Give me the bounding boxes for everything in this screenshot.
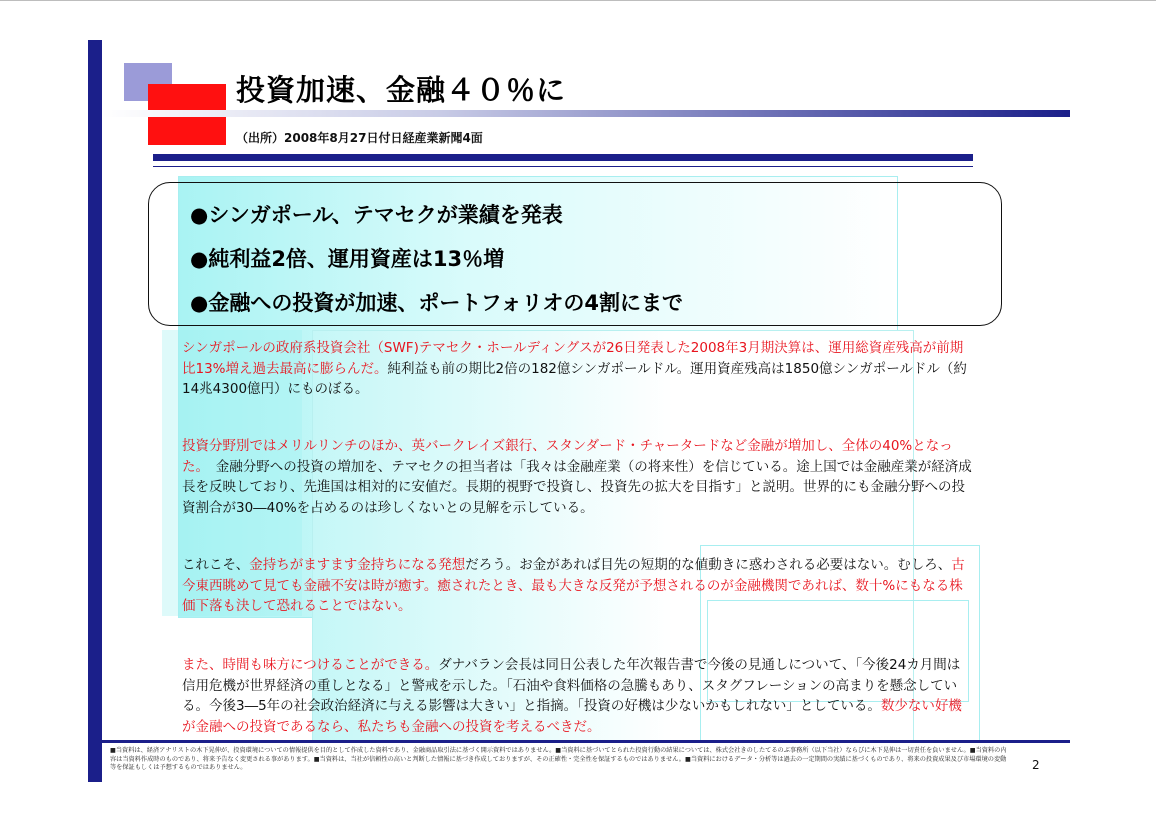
highlight-text: 投資分野別ではメリルリンチのほか、英バークレイズ銀行、スタンダード・チャータードなど金融が増加し、全体の40%となった。 (182, 438, 953, 475)
body-paragraph-4 (182, 655, 972, 737)
top-border-line (0, 0, 1156, 1)
body-paragraph-3 (182, 555, 972, 617)
source-citation: （出所）2008年8月27日付日経産業新聞4面 (236, 131, 483, 145)
body-paragraph-2 (182, 436, 972, 518)
footer-rule (102, 740, 1070, 743)
highlight-text: 金持ちがますます金持ちになる発想 (249, 557, 466, 573)
highlight-text: 数少ない好機が金融への投資であるなら、私たちも金融への投資を考えるべきだ。 (182, 698, 962, 735)
body-text: ダナバラン会長は同日公表した年次報告書で今後の見通しについて、「今後24カ月間は信用危機が世界経済の重しとなる」と警戒を示した。「石油や食料価格の急騰もあり、スタグフレーションの高まりを懸念している。今後3―5年の社会政治経済に与える影響は大きい」と指摘。「投資の好機は少ないかもしれない」としている。 (182, 657, 961, 714)
bullet-item: ●シンガポール、テマセクが業績を発表 (190, 203, 563, 227)
body-text: 純利益も前の期比2倍の182億シンガポールドル。運用資産残高は1850億シンガポールドル（約14兆4300億円）にものぼる。 (182, 360, 967, 397)
highlight-text: 古今東西眺めて見ても金融不安は時が癒す。癒されたとき、最も大きな反発が予想されるのが金融機関であれば、数十%にもなる株価下落も決して恐れることではない。 (182, 557, 965, 614)
body-text: これこそ、 (182, 557, 250, 573)
highlight-text: シンガポールの政府系投資会社（SWF)テマセク・ホールディングスが26日発表した2008年3月期決算は、運用総資産残高が前期比13%増え過去最高に膨らんだ。 (182, 340, 964, 377)
body-paragraph-1 (182, 338, 972, 400)
left-accent-bar (88, 40, 102, 782)
disclaimer-text: ■当資料は、経済アナリストの木下晃伸が、投資環境についての情報提供を目的として作成した資料であり、金融商品取引法に基づく開示資料ではありません。■当資料に基づいてとられた投資行動の結果については、株式会社きのしたてるのぶ事務所（以下当社）ならびに木下晃伸は一切責任を負いません。■当資料の内容は当資料作成時のものであり、将来予告なく変更される事があります。■当資料は、当社が信頼性の高いと判断した情報に基づき作成しておりますが、その正確性・完全性を保証するものではありません。■当資料におけるデータ・分析等は過去の一定期間の実績に基づくものであり、将来の投資成果及び市場環境の変動等を保証もしくは予想するものではありません。 (110, 747, 1007, 771)
title-gradient-bar (102, 110, 1070, 117)
header-rule-thin (153, 166, 973, 167)
body-text: だろう。お金があれば目先の短期的な値動きに惑わされる必要はない。むしろ、 (465, 557, 952, 573)
header-rule-thick (153, 154, 973, 161)
bullet-item: ●金融への投資が加速、ポートフォリオの4割にまで (190, 291, 684, 315)
highlight-text: また、時間も味方につけることができる。 (182, 657, 439, 673)
slide-title: 投資加速、金融４０％に (236, 73, 567, 107)
body-text: 金融分野への投資の増加を、テマセクの担当者は「我々は金融産業（の将来性）を信じている。途上国では金融産業が経済成長を反映しており、先進国は相対的に安値だ。長期的視野で投資し、投資先の拡大を目指す」と説明。世界的にも金融分野への投資割合が30―40%を占めるのは珍しくないとの見解を示している。 (182, 458, 972, 516)
bullet-item: ●純利益2倍、運用資産は13％増 (190, 247, 505, 271)
page-number: 2 (1032, 758, 1040, 772)
